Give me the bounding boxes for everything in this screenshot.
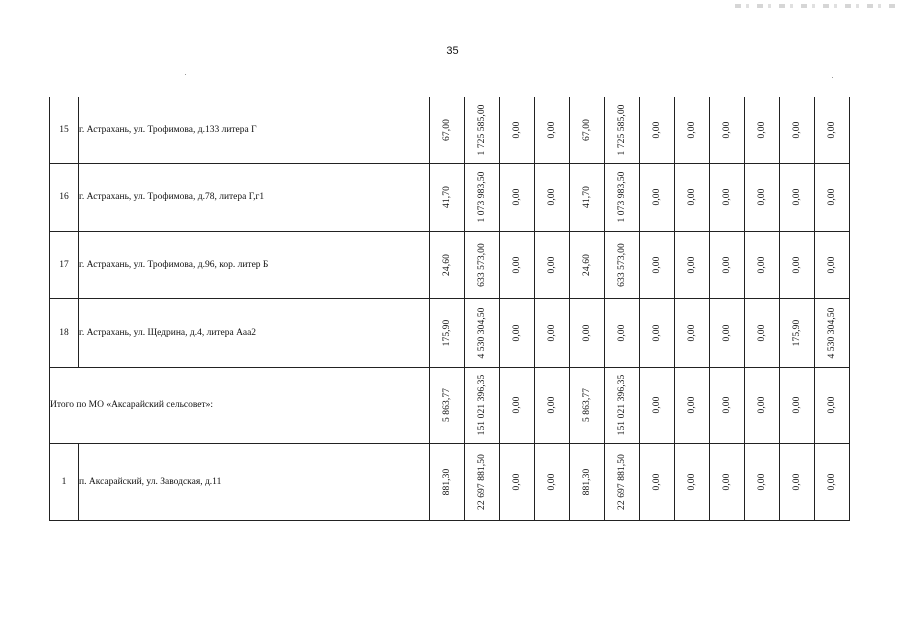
value-cell (815, 97, 850, 163)
value-cell (710, 443, 745, 520)
value-cell (500, 443, 535, 520)
value-text: 0,00 (687, 323, 697, 342)
value-text: 0,00 (652, 472, 662, 491)
value-cell (465, 231, 500, 298)
value-text: 41,70 (442, 186, 452, 208)
value-text: 0,00 (757, 188, 767, 206)
value-cell (780, 163, 815, 231)
value-text: 0,00 (792, 396, 802, 414)
value-text: 5 863,77 (582, 387, 592, 423)
value-cell (605, 163, 640, 231)
value-text: 0,00 (722, 472, 732, 491)
value-text: 0,00 (512, 472, 522, 491)
value-text: 0,00 (757, 323, 767, 342)
value-text: 0,00 (512, 323, 522, 342)
table-row (50, 231, 850, 298)
value-text: 22 697 881,50 (617, 453, 627, 510)
value-cell (570, 367, 605, 443)
value-cell (535, 97, 570, 163)
value-text: 0,00 (827, 255, 837, 274)
value-text: 0,00 (722, 323, 732, 342)
value-cell (640, 367, 675, 443)
value-text: 0,00 (827, 396, 837, 414)
value-text: 4 530 304,50 (827, 306, 837, 359)
value-cell (500, 367, 535, 443)
value-text: 0,00 (687, 188, 697, 206)
value-cell (430, 298, 465, 367)
value-cell (570, 298, 605, 367)
value-cell (780, 97, 815, 163)
value-cell (745, 443, 780, 520)
value-text: 0,00 (547, 255, 557, 274)
row-address: г. Астрахань, ул. Трофимова, д.96, кор. литер Б (79, 231, 430, 298)
value-cell (675, 97, 710, 163)
value-cell (605, 443, 640, 520)
value-text: 1 725 585,00 (617, 104, 627, 156)
value-cell (605, 97, 640, 163)
value-cell (430, 231, 465, 298)
value-text: 0,00 (512, 396, 522, 414)
value-cell (745, 367, 780, 443)
value-text: 0,00 (547, 323, 557, 342)
value-text: 0,00 (512, 255, 522, 274)
total-label: Итого по МО «Аксарайский сельсовет»: (50, 367, 430, 443)
value-cell (640, 163, 675, 231)
value-cell (780, 443, 815, 520)
value-cell (570, 443, 605, 520)
value-cell (710, 367, 745, 443)
value-cell (815, 163, 850, 231)
value-text: 0,00 (827, 188, 837, 206)
value-cell (710, 97, 745, 163)
value-cell (430, 97, 465, 163)
row-index: 15 (50, 97, 79, 163)
value-cell (745, 231, 780, 298)
row-index: 1 (50, 443, 79, 520)
table-row (50, 298, 850, 367)
value-text: 67,00 (442, 118, 452, 141)
value-cell (640, 443, 675, 520)
value-cell (535, 367, 570, 443)
value-text: 4 530 304,50 (477, 306, 487, 359)
value-cell (675, 443, 710, 520)
total-row (50, 367, 850, 443)
value-cell (640, 97, 675, 163)
table-row (50, 97, 850, 163)
value-text: 1 725 585,00 (477, 104, 487, 156)
value-text: 0,00 (687, 121, 697, 139)
value-text: 633 573,00 (477, 242, 487, 287)
value-text: 24,60 (582, 253, 592, 276)
value-cell (745, 298, 780, 367)
value-text: 0,00 (792, 121, 802, 139)
value-text: 0,00 (652, 188, 662, 206)
value-cell (710, 298, 745, 367)
value-cell (815, 298, 850, 367)
scan-dot (185, 74, 186, 75)
value-text: 0,00 (722, 255, 732, 274)
data-table (49, 97, 850, 521)
value-text: 881,30 (442, 468, 452, 495)
value-text: 0,00 (792, 472, 802, 491)
row-index: 18 (50, 298, 79, 367)
value-text: 0,00 (757, 396, 767, 414)
table-row (50, 163, 850, 231)
value-text: 1 073 983,50 (477, 171, 487, 223)
value-cell (535, 298, 570, 367)
value-text: 0,00 (547, 121, 557, 139)
value-text: 0,00 (757, 472, 767, 491)
value-text: 0,00 (687, 255, 697, 274)
value-text: 0,00 (547, 472, 557, 491)
scan-dot (832, 77, 833, 78)
row-address: г. Астрахань, ул. Щедрина, д.4, литера Ааа2 (79, 298, 430, 367)
row-address: г. Астрахань, ул. Трофимова, д.78, литера Г,г1 (79, 163, 430, 231)
value-text: 0,00 (547, 188, 557, 206)
value-cell (465, 443, 500, 520)
value-cell (710, 231, 745, 298)
value-text: 0,00 (547, 396, 557, 414)
table-row (50, 443, 850, 520)
value-text: 0,00 (652, 255, 662, 274)
value-text: 151 021 396,35 (477, 374, 487, 436)
value-cell (465, 298, 500, 367)
value-text: 0,00 (827, 121, 837, 139)
value-text: 0,00 (792, 188, 802, 206)
value-text: 0,00 (687, 396, 697, 414)
value-cell (500, 231, 535, 298)
page-number: 35 (446, 45, 459, 57)
value-text: 0,00 (827, 472, 837, 491)
row-address: п. Аксарайский, ул. Заводская, д.11 (79, 443, 430, 520)
value-cell (465, 367, 500, 443)
value-cell (535, 231, 570, 298)
value-cell (605, 298, 640, 367)
value-text: 0,00 (792, 255, 802, 274)
value-cell (605, 367, 640, 443)
value-text: 0,00 (512, 121, 522, 139)
value-text: 24,60 (442, 253, 452, 276)
value-text: 0,00 (722, 188, 732, 206)
value-text: 41,70 (582, 186, 592, 208)
value-cell (710, 163, 745, 231)
value-cell (780, 231, 815, 298)
value-cell (430, 443, 465, 520)
value-cell (430, 163, 465, 231)
value-cell (535, 443, 570, 520)
value-text: 0,00 (722, 396, 732, 414)
value-text: 22 697 881,50 (477, 453, 487, 510)
value-cell (815, 231, 850, 298)
value-text: 151 021 396,35 (617, 374, 627, 436)
value-text: 633 573,00 (617, 242, 627, 287)
value-cell (675, 298, 710, 367)
value-cell (780, 367, 815, 443)
value-cell (500, 163, 535, 231)
value-cell (570, 231, 605, 298)
value-cell (675, 367, 710, 443)
value-cell (815, 367, 850, 443)
value-cell (570, 97, 605, 163)
value-text: 0,00 (652, 121, 662, 139)
value-text: 0,00 (652, 323, 662, 342)
value-text: 175,90 (792, 319, 802, 346)
value-text: 0,00 (582, 323, 592, 342)
value-cell (535, 163, 570, 231)
value-cell (745, 97, 780, 163)
value-text: 0,00 (617, 323, 627, 342)
value-text: 881,30 (582, 468, 592, 495)
row-index: 17 (50, 231, 79, 298)
value-cell (815, 443, 850, 520)
value-text: 0,00 (687, 472, 697, 491)
value-text: 0,00 (757, 121, 767, 139)
value-cell (570, 163, 605, 231)
value-cell (675, 163, 710, 231)
value-cell (430, 367, 465, 443)
value-cell (465, 97, 500, 163)
row-index: 16 (50, 163, 79, 231)
value-text: 5 863,77 (442, 387, 452, 423)
value-cell (745, 163, 780, 231)
value-cell (780, 298, 815, 367)
value-text: 0,00 (722, 121, 732, 139)
value-cell (465, 163, 500, 231)
value-text: 67,00 (582, 118, 592, 141)
value-text: 1 073 983,50 (617, 171, 627, 223)
value-text: 0,00 (652, 396, 662, 414)
value-text: 0,00 (512, 188, 522, 206)
row-address: г. Астрахань, ул. Трофимова, д.133 литера Г (79, 97, 430, 163)
scan-artifact (735, 4, 895, 8)
value-cell (500, 97, 535, 163)
value-text: 0,00 (757, 255, 767, 274)
value-cell (640, 231, 675, 298)
value-cell (640, 298, 675, 367)
value-text: 175,90 (442, 319, 452, 346)
value-cell (500, 298, 535, 367)
value-cell (675, 231, 710, 298)
value-cell (605, 231, 640, 298)
